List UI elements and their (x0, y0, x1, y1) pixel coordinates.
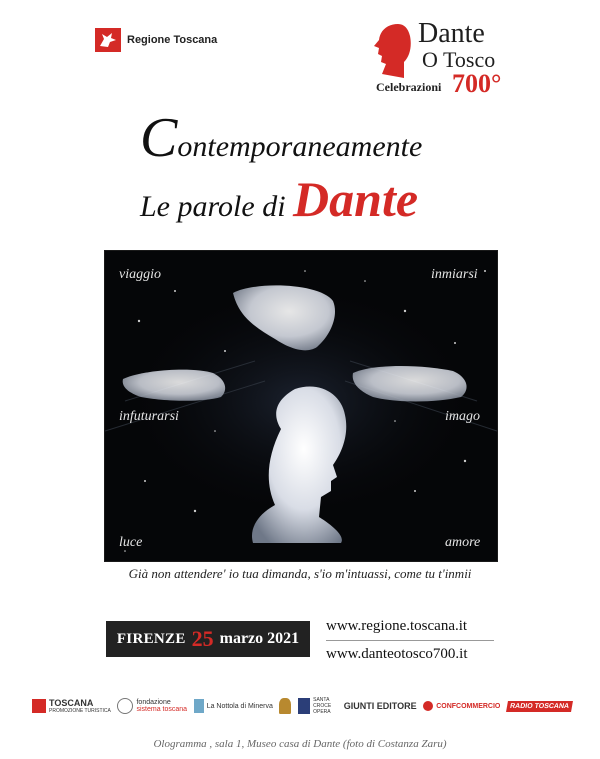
title-contemporaneamente: ontemporaneamente (177, 130, 423, 163)
url-regione[interactable]: www.regione.toscana.it (326, 618, 468, 634)
fondazione-icon (117, 698, 133, 714)
fondazione-sub-label: sistema toscana (136, 706, 188, 713)
word-infuturarsi: infuturarsi (119, 409, 179, 424)
logo-700: 700° (452, 69, 502, 98)
sponsor-strip (32, 690, 572, 722)
dante-quote: Già non attendere' io tua dimanda, s'io m'intuassi, come tu t'inmii (128, 566, 472, 581)
photo-credit: Ologramma , sala 1, Museo casa di Dante (foto di Costanza Zaru) (153, 738, 447, 750)
hologram-photo (104, 250, 498, 562)
regione-label: Regione Toscana (127, 34, 218, 46)
word-viaggio: viaggio (119, 267, 161, 282)
url-danteotosco[interactable]: www.danteotosco700.it (326, 646, 468, 662)
sponsor-minerva (194, 699, 273, 713)
minerva-book-icon (194, 699, 204, 713)
hologram-scene (105, 251, 497, 561)
url-block (326, 618, 496, 663)
word-amore: amore (445, 535, 481, 550)
word-luce: luce (119, 535, 143, 550)
dante-o-tosco-logo (372, 18, 512, 100)
confcommercio-label: CONFCOMMERCIO (436, 702, 501, 710)
title-line-1 (140, 107, 423, 169)
dante-profile-icon (372, 22, 412, 78)
minerva-label: La Nottola di Minerva (206, 702, 273, 710)
sponsor-museo (279, 698, 291, 714)
sponsor-fondazione (117, 698, 187, 714)
toscana-flag-icon (32, 699, 46, 713)
sponsor-santa-croce (298, 697, 337, 715)
word-imago: imago (445, 409, 480, 424)
sponsor-giunti: GIUNTI EDITORE (343, 701, 417, 711)
confcommercio-icon (423, 701, 433, 711)
event-day: 25 (191, 626, 214, 651)
santa-croce-label: SANTA CROCE OPERA (313, 697, 332, 715)
event-city: FIRENZE (116, 630, 186, 647)
santa-croce-icon (298, 698, 310, 714)
toscana-sub-label: PROMOZIONE TURISTICA (49, 708, 111, 714)
event-month-year: marzo 2021 (219, 630, 300, 647)
regione-toscana-logo (95, 28, 217, 52)
logo-dante: Dante (418, 18, 485, 49)
toscana-label: TOSCANA (49, 698, 94, 708)
sponsor-radio-toscana (507, 701, 572, 712)
logo-celebrazioni: Celebrazioni (376, 80, 442, 94)
url-divider (326, 640, 494, 641)
event-banner (106, 621, 310, 657)
title-dante: Dante (293, 171, 419, 227)
pegasus-icon (95, 28, 121, 52)
fondazione-label: fondazione (136, 699, 171, 706)
museo-emblem-icon (279, 698, 291, 714)
word-inmiarsi: inmiarsi (431, 267, 478, 282)
title-line-2 (140, 170, 418, 228)
radio-toscana-badge: RADIO TOSCANA (506, 701, 573, 712)
sponsor-confcommercio (423, 701, 500, 711)
sponsor-toscana (32, 698, 111, 714)
title-le-parole-di: Le parole di (140, 190, 286, 223)
logo-o-tosco: O Tosco (422, 47, 496, 72)
title-initial-c: C (140, 107, 178, 169)
